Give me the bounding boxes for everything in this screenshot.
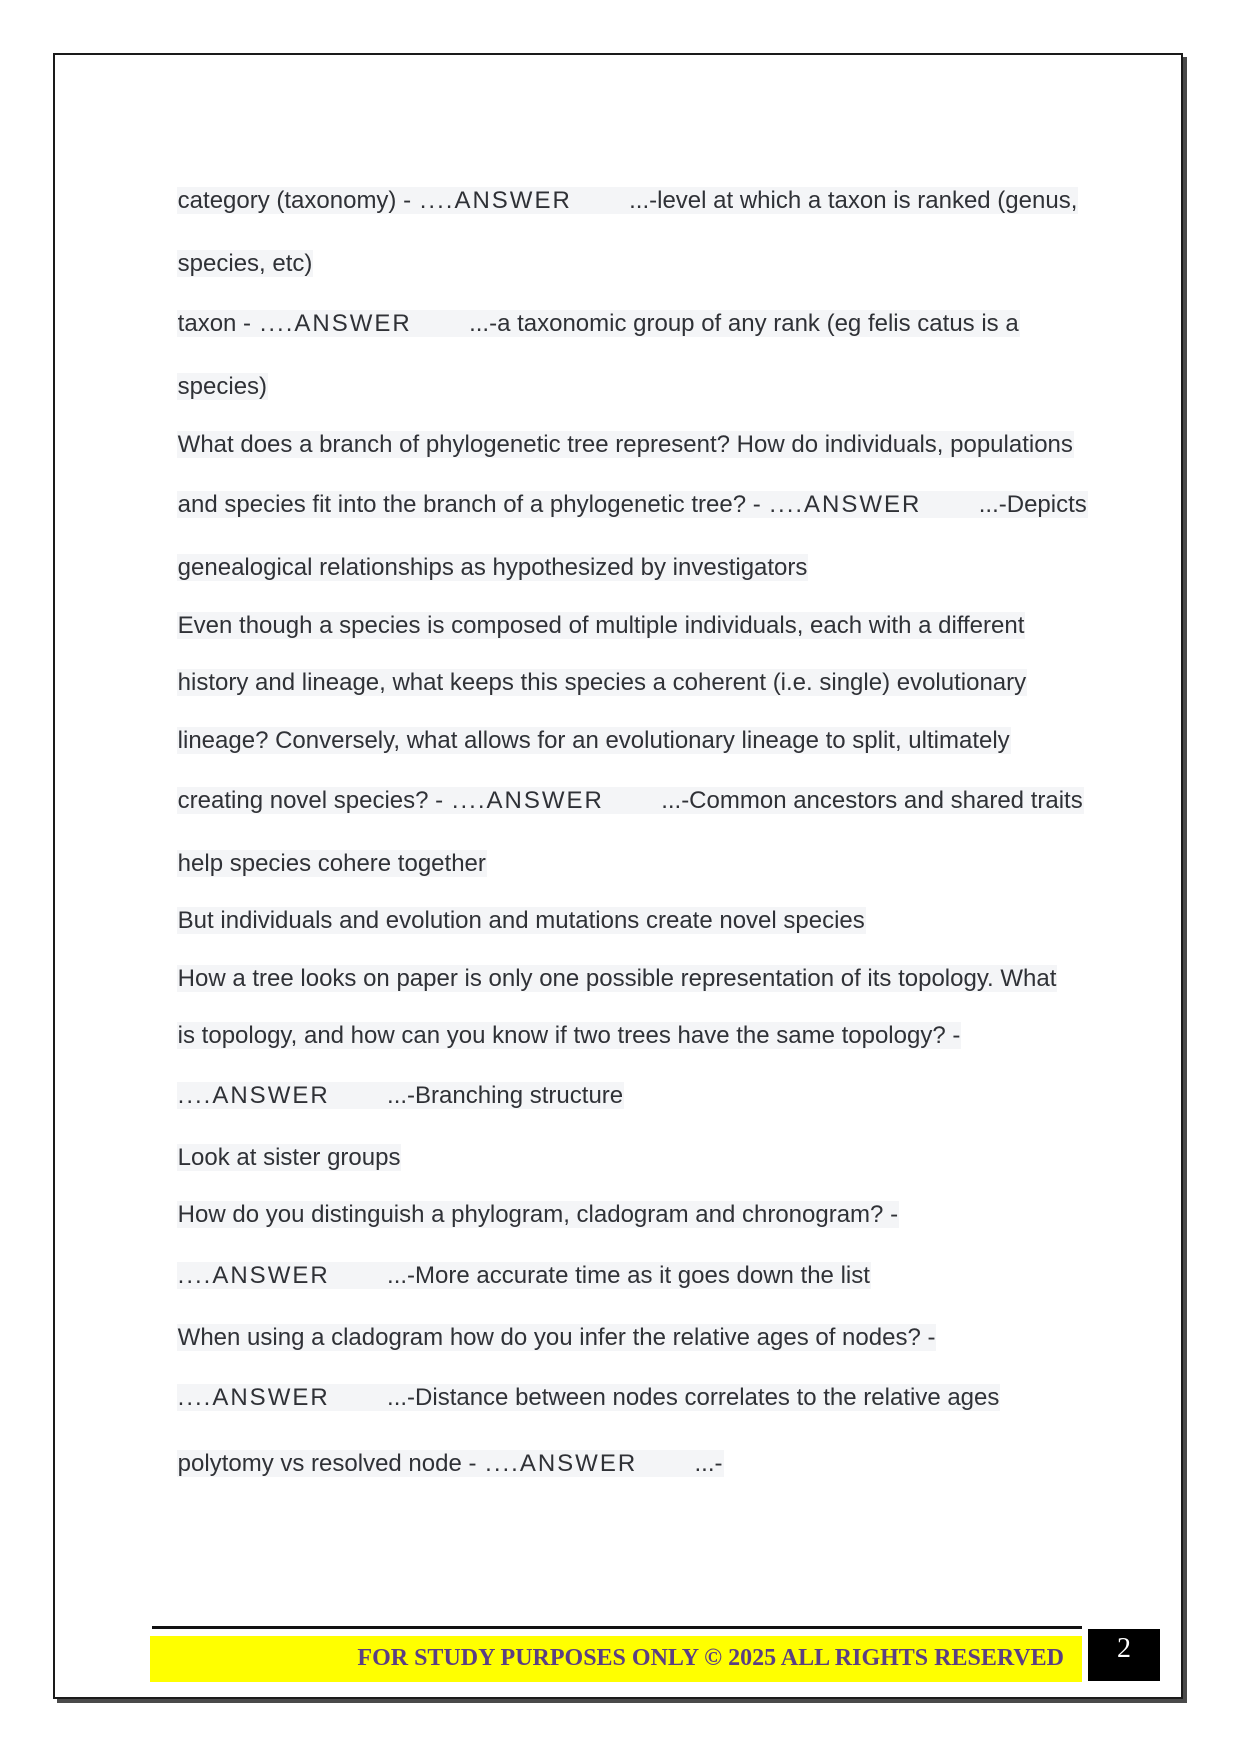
answer-label: ....ANSWER xyxy=(177,1262,330,1289)
text-line xyxy=(150,928,1057,992)
line-text: and species fit into the branch of a phylogenetic tree? - xyxy=(177,491,768,518)
answer-gap xyxy=(605,787,660,814)
answer-text: ...-Branching structure xyxy=(387,1082,624,1109)
line-text: creating novel species? - xyxy=(177,787,450,814)
answer-text: ...-Distance between nodes correlates to the relative ages xyxy=(387,1384,1000,1411)
text-line xyxy=(150,273,1020,337)
text-line xyxy=(150,517,808,581)
answer-gap xyxy=(331,1262,386,1289)
text-line xyxy=(150,394,1074,458)
text-line xyxy=(150,813,487,877)
answer-text: ...-More accurate time as it goes down the list xyxy=(387,1262,870,1289)
line-text: How a tree looks on paper is only one possible representation of its topology. What xyxy=(177,965,1057,992)
answer-gap xyxy=(413,310,468,337)
answer-text: ...-level at which a taxon is ranked (genus, xyxy=(629,187,1078,214)
line-text: When using a cladogram how do you infer the relative ages of nodes? - xyxy=(177,1324,936,1351)
text-line xyxy=(150,336,268,400)
line-text: How do you distinguish a phylogram, cladogram and chronogram? - xyxy=(177,1201,899,1228)
line-text: Even though a species is composed of multiple individuals, each with a different xyxy=(177,612,1025,639)
line-text: help species cohere together xyxy=(177,850,486,877)
answer-gap xyxy=(573,187,628,214)
answer-text: ...-Depicts xyxy=(978,491,1087,518)
text-line xyxy=(150,1045,624,1109)
text-line xyxy=(150,1287,936,1351)
answer-text: ...- xyxy=(694,1450,723,1477)
line-text: polytomy vs resolved node - xyxy=(177,1450,484,1477)
line-text: is topology, and how can you know if two trees have the same topology? - xyxy=(177,1022,961,1049)
text-line xyxy=(150,1225,871,1289)
line-text: But individuals and evolution and mutations create novel species xyxy=(177,907,865,934)
text-line xyxy=(150,1107,401,1171)
line-text: species, etc) xyxy=(177,250,313,277)
answer-text: ...-a taxonomic group of any rank (eg felis catus is a xyxy=(469,310,1019,337)
footer-copyright: FOR STUDY PURPOSES ONLY © 2025 ALL RIGHTS RESERVED xyxy=(357,1645,1064,1671)
line-text: lineage? Conversely, what allows for an evolutionary lineage to split, ultimately xyxy=(177,727,1010,754)
line-text: taxon - xyxy=(177,310,258,337)
answer-label: ....ANSWER xyxy=(177,1082,330,1109)
line-text: species) xyxy=(177,373,268,400)
text-line xyxy=(150,454,1088,518)
line-text: category (taxonomy) - xyxy=(177,187,418,214)
text-line xyxy=(150,690,1011,754)
line-text: Look at sister groups xyxy=(177,1144,401,1171)
answer-text: ...-Common ancestors and shared traits xyxy=(661,787,1083,814)
answer-label: ....ANSWER xyxy=(419,187,572,214)
text-line xyxy=(150,632,1027,696)
answer-label: ....ANSWER xyxy=(451,787,604,814)
footer-band xyxy=(150,1636,1082,1682)
answer-gap xyxy=(638,1450,693,1477)
text-line xyxy=(150,575,1025,639)
answer-gap xyxy=(331,1384,386,1411)
footer-rule xyxy=(152,1626,1082,1629)
text-line xyxy=(150,213,313,277)
answer-gap xyxy=(331,1082,386,1109)
line-text: genealogical relationships as hypothesized by investigators xyxy=(177,554,808,581)
text-line xyxy=(150,150,1078,214)
text-line xyxy=(150,985,961,1049)
line-text: history and lineage, what keeps this species a coherent (i.e. single) evolutionary xyxy=(177,669,1027,696)
answer-gap xyxy=(922,491,977,518)
text-line xyxy=(150,870,866,934)
answer-label: ....ANSWER xyxy=(485,1450,638,1477)
answer-label: ....ANSWER xyxy=(259,310,412,337)
text-line xyxy=(150,1164,899,1228)
line-text: What does a branch of phylogenetic tree represent? How do individuals, populations xyxy=(177,431,1073,458)
page-number: 2 xyxy=(1117,1633,1131,1664)
text-line xyxy=(150,750,1084,814)
text-line xyxy=(150,1347,1000,1411)
answer-label: ....ANSWER xyxy=(177,1384,330,1411)
answer-label: ....ANSWER xyxy=(769,491,922,518)
page-number-box xyxy=(1088,1629,1160,1681)
text-line xyxy=(150,1413,724,1477)
